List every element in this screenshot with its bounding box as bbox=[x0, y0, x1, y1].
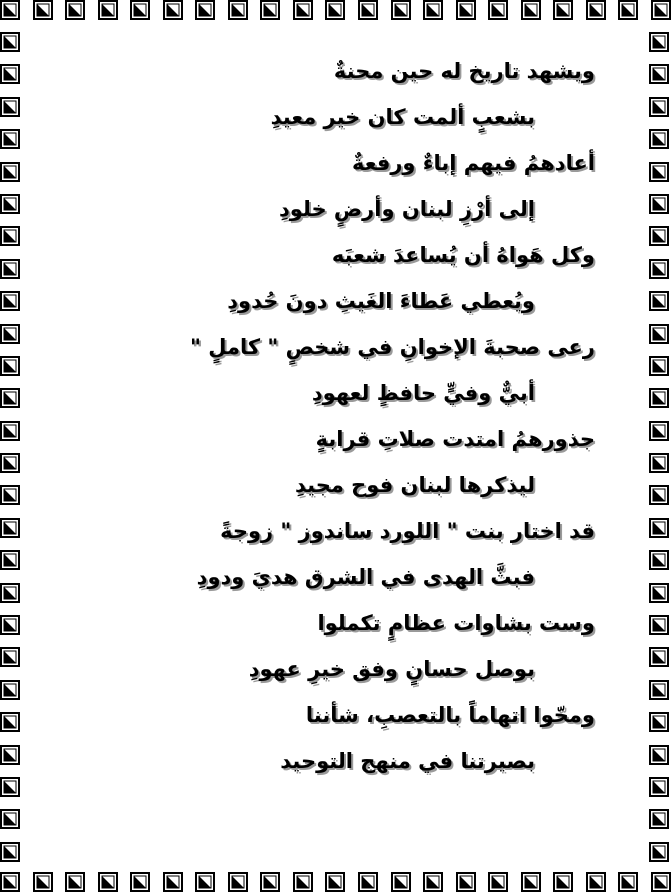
poem-line-6: ويُعطي عَطاءَ الغَيثِ دونَ حُدودِ bbox=[227, 289, 535, 313]
triangle-tile-icon bbox=[0, 388, 20, 408]
poem-line-14: بوصل حسانٍ وفق خيرِ عهودِ bbox=[248, 657, 535, 681]
triangle-tile-icon bbox=[0, 745, 20, 765]
triangle-tile-icon bbox=[98, 872, 118, 892]
triangle-tile-icon bbox=[649, 194, 669, 214]
triangle-tile-icon bbox=[0, 194, 20, 214]
triangle-tile-icon bbox=[651, 0, 671, 20]
triangle-tile-icon bbox=[33, 872, 53, 892]
triangle-tile-icon bbox=[649, 809, 669, 829]
border-right bbox=[649, 32, 671, 862]
poem-line-10: ليذكرها لبنان فوح مجيدِ bbox=[295, 473, 535, 497]
triangle-tile-icon bbox=[0, 647, 20, 667]
triangle-tile-icon bbox=[423, 872, 443, 892]
triangle-tile-icon bbox=[521, 872, 541, 892]
triangle-tile-icon bbox=[0, 680, 20, 700]
triangle-tile-icon bbox=[0, 518, 20, 538]
triangle-tile-icon bbox=[228, 0, 248, 20]
triangle-tile-icon bbox=[0, 97, 20, 117]
triangle-tile-icon bbox=[195, 0, 215, 20]
triangle-tile-icon bbox=[553, 872, 573, 892]
triangle-tile-icon bbox=[586, 872, 606, 892]
triangle-tile-icon bbox=[195, 872, 215, 892]
triangle-tile-icon bbox=[163, 0, 183, 20]
poem-line-1: ويشهد تاريخ له حين محنةٌ bbox=[333, 59, 595, 83]
triangle-tile-icon bbox=[649, 129, 669, 149]
triangle-tile-icon bbox=[325, 872, 345, 892]
triangle-tile-icon bbox=[391, 0, 411, 20]
triangle-tile-icon bbox=[0, 712, 20, 732]
triangle-tile-icon bbox=[358, 0, 378, 20]
poem-line-15: ومحّوا اتهاماً بالتعصبِ، شأننا bbox=[305, 703, 595, 727]
poem-line-7: رعى صحبةَ الإخوانِ في شخصٍ " كاملٍ " bbox=[189, 335, 595, 359]
triangle-tile-icon bbox=[0, 324, 20, 344]
triangle-tile-icon bbox=[649, 64, 669, 84]
poem-line-3: أعادهمُ فيهم إباءٌ ورفعةٌ bbox=[351, 151, 595, 175]
triangle-tile-icon bbox=[521, 0, 541, 20]
triangle-tile-icon bbox=[0, 226, 20, 246]
triangle-tile-icon bbox=[260, 872, 280, 892]
triangle-tile-icon bbox=[65, 0, 85, 20]
triangle-tile-icon bbox=[0, 421, 20, 441]
triangle-tile-icon bbox=[553, 0, 573, 20]
poem-line-9: جذورهمُ امتدت صلاتِ قرابةٍ bbox=[315, 427, 595, 451]
triangle-tile-icon bbox=[618, 0, 638, 20]
triangle-tile-icon bbox=[649, 388, 669, 408]
triangle-tile-icon bbox=[33, 0, 53, 20]
triangle-tile-icon bbox=[228, 872, 248, 892]
triangle-tile-icon bbox=[130, 0, 150, 20]
triangle-tile-icon bbox=[65, 872, 85, 892]
triangle-tile-icon bbox=[649, 680, 669, 700]
triangle-tile-icon bbox=[358, 872, 378, 892]
triangle-tile-icon bbox=[649, 647, 669, 667]
triangle-tile-icon bbox=[586, 0, 606, 20]
poem-line-8: أبيٌّ وفيٍّ حافظٍ لعهودِ bbox=[311, 381, 535, 405]
triangle-tile-icon bbox=[98, 0, 118, 20]
poem-body bbox=[40, 56, 595, 792]
triangle-tile-icon bbox=[649, 356, 669, 376]
triangle-tile-icon bbox=[649, 421, 669, 441]
triangle-tile-icon bbox=[0, 777, 20, 797]
triangle-tile-icon bbox=[0, 842, 20, 862]
triangle-tile-icon bbox=[293, 0, 313, 20]
triangle-tile-icon bbox=[456, 0, 476, 20]
triangle-tile-icon bbox=[488, 872, 508, 892]
triangle-tile-icon bbox=[649, 97, 669, 117]
triangle-tile-icon bbox=[0, 550, 20, 570]
triangle-tile-icon bbox=[649, 777, 669, 797]
border-top bbox=[0, 0, 671, 22]
triangle-tile-icon bbox=[649, 32, 669, 52]
poem-line-12: فبثَّ الهدى في الشرق هديَ ودودِ bbox=[196, 565, 535, 589]
triangle-tile-icon bbox=[651, 872, 671, 892]
poem-line-13: وست بشاوات عظامٍ تكملوا bbox=[317, 611, 595, 635]
triangle-tile-icon bbox=[488, 0, 508, 20]
triangle-tile-icon bbox=[649, 842, 669, 862]
triangle-tile-icon bbox=[649, 226, 669, 246]
poem-line-2: بشعبٍ ألمت كان خير معيدِ bbox=[270, 105, 535, 129]
triangle-tile-icon bbox=[293, 872, 313, 892]
triangle-tile-icon bbox=[649, 453, 669, 473]
triangle-tile-icon bbox=[618, 872, 638, 892]
poem-line-4: إلى أرْزِ لبنان وأرضٍ خلودِ bbox=[278, 197, 535, 221]
triangle-tile-icon bbox=[0, 583, 20, 603]
triangle-tile-icon bbox=[130, 872, 150, 892]
triangle-tile-icon bbox=[391, 872, 411, 892]
triangle-tile-icon bbox=[0, 129, 20, 149]
triangle-tile-icon bbox=[649, 518, 669, 538]
poem-line-11: قد اختار بنت " اللورد ساندوز " زوجةً bbox=[220, 519, 595, 543]
triangle-tile-icon bbox=[0, 259, 20, 279]
triangle-tile-icon bbox=[649, 712, 669, 732]
triangle-tile-icon bbox=[0, 453, 20, 473]
poem-line-16: بصيرتنا في منهج التوحيد bbox=[280, 749, 535, 773]
triangle-tile-icon bbox=[0, 615, 20, 635]
triangle-tile-icon bbox=[423, 0, 443, 20]
triangle-tile-icon bbox=[649, 583, 669, 603]
triangle-tile-icon bbox=[649, 162, 669, 182]
triangle-tile-icon bbox=[0, 0, 20, 20]
border-left bbox=[0, 32, 22, 862]
triangle-tile-icon bbox=[260, 0, 280, 20]
triangle-tile-icon bbox=[0, 32, 20, 52]
triangle-tile-icon bbox=[649, 550, 669, 570]
triangle-tile-icon bbox=[649, 324, 669, 344]
triangle-tile-icon bbox=[163, 872, 183, 892]
triangle-tile-icon bbox=[0, 162, 20, 182]
poem-line-5: وكل هَواهُ أن يُساعدَ شعبَه bbox=[331, 243, 595, 267]
triangle-tile-icon bbox=[649, 291, 669, 311]
triangle-tile-icon bbox=[456, 872, 476, 892]
triangle-tile-icon bbox=[0, 291, 20, 311]
triangle-tile-icon bbox=[0, 356, 20, 376]
triangle-tile-icon bbox=[0, 809, 20, 829]
triangle-tile-icon bbox=[0, 64, 20, 84]
triangle-tile-icon bbox=[649, 485, 669, 505]
triangle-tile-icon bbox=[649, 615, 669, 635]
triangle-tile-icon bbox=[649, 745, 669, 765]
triangle-tile-icon bbox=[649, 259, 669, 279]
triangle-tile-icon bbox=[325, 0, 345, 20]
triangle-tile-icon bbox=[0, 872, 20, 892]
triangle-tile-icon bbox=[0, 485, 20, 505]
border-bottom bbox=[0, 872, 671, 894]
